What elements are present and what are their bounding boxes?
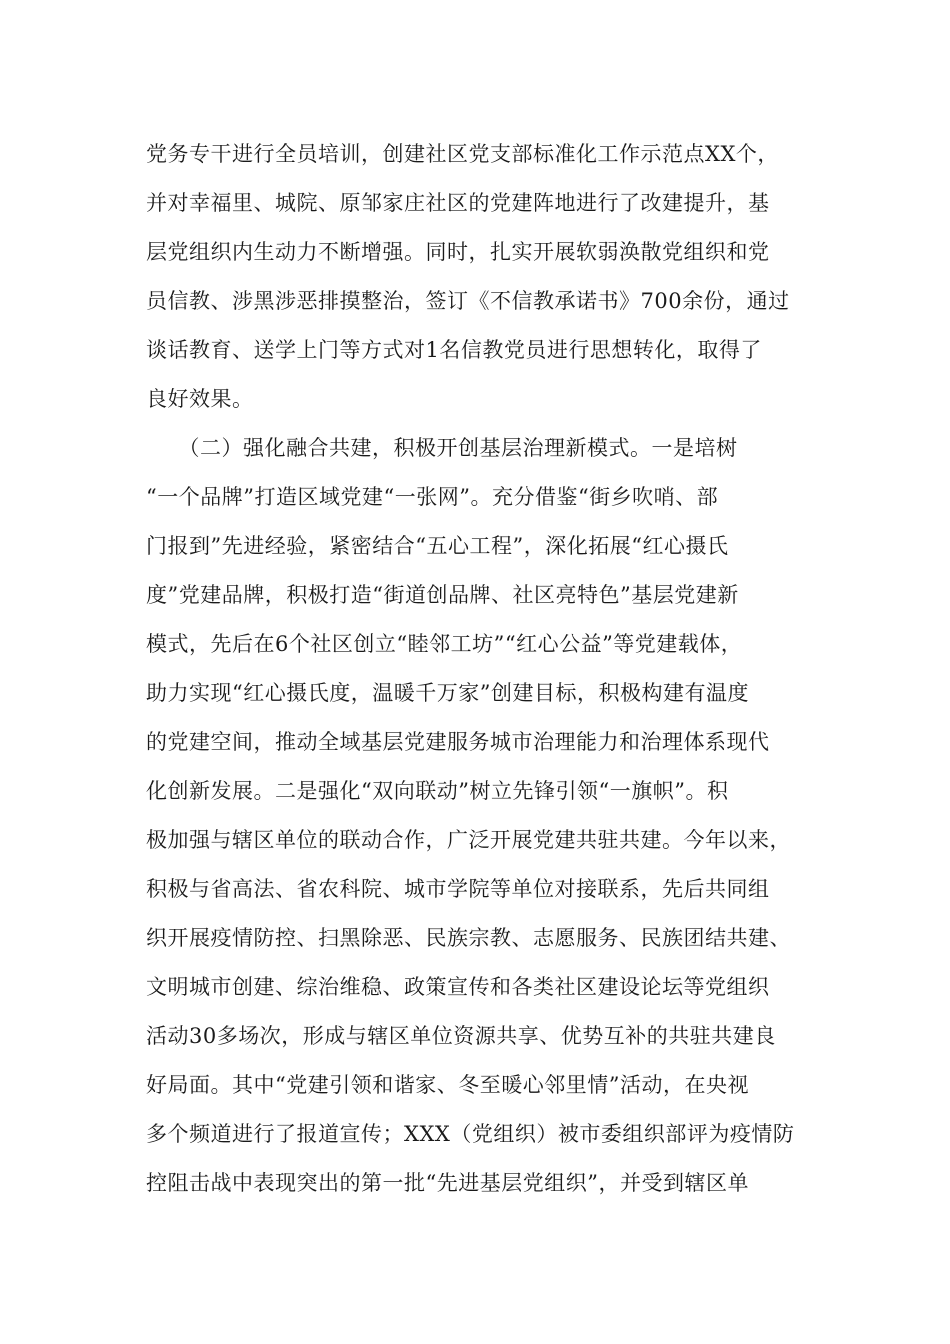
text-line: 多个频道进行了报道宣传；XXX（党组织）被市委组织部评为疫情防 <box>146 1122 795 1146</box>
text-line: 门报到”先进经验，紧密结合“五心工程”，深化拓展“红心摄氏 <box>146 534 729 558</box>
text-line: 好局面。其中“党建引领和谐家、冬至暖心邻里情”活动，在央视 <box>146 1073 749 1097</box>
text-line: 极加强与辖区单位的联动合作，广泛开展党建共驻共建。今年以来， <box>146 828 791 852</box>
text-line: 化创新发展。二是强化“双向联动”树立先锋引领“一旗帜”。积 <box>146 779 729 803</box>
text-line: 活动30多场次，形成与辖区单位资源共享、优势互补的共驻共建良 <box>146 1024 776 1048</box>
text-line: 良好效果。 <box>146 387 254 411</box>
text-line: 控阻击战中表现突出的第一批“先进基层党组织”，并受到辖区单 <box>146 1171 749 1195</box>
text-line: 党务专干进行全员培训，创建社区党支部标准化工作示范点XX个， <box>146 142 779 166</box>
text-line: 积极与省高法、省农科院、城市学院等单位对接联系，先后共同组 <box>146 877 770 901</box>
text-line: 谈话教育、送学上门等方式对1名信教党员进行思想转化，取得了 <box>146 338 762 362</box>
text-line: 并对幸福里、城院、原邹家庄社区的党建阵地进行了改建提升，基 <box>146 191 770 215</box>
text-line: 层党组织内生动力不断增强。同时，扎实开展软弱涣散党组织和党 <box>146 240 770 264</box>
text-line: 员信教、涉黑涉恶排摸整治，签订《不信教承诺书》700余份，通过 <box>146 289 790 313</box>
text-line: 的党建空间，推动全域基层党建服务城市治理能力和治理体系现代 <box>146 730 770 754</box>
text-line: “一个品牌”打造区域党建“一张网”。充分借鉴“街乡吹哨、部 <box>146 485 719 509</box>
text-line: 文明城市创建、综治维稳、政策宣传和各类社区建设论坛等党组织 <box>146 975 770 999</box>
text-line: （二）强化融合共建，积极开创基层治理新模式。一是培树 <box>146 436 738 460</box>
text-line: 模式，先后在6个社区创立“睦邻工坊”“红心公益”等党建载体， <box>146 632 743 656</box>
text-line: 织开展疫情防控、扫黑除恶、民族宗教、志愿服务、民族团结共建、 <box>146 926 791 950</box>
text-line: 助力实现“红心摄氏度，温暖千万家”创建目标，积极构建有温度 <box>146 681 749 705</box>
text-line: 度”党建品牌，积极打造“街道创品牌、社区亮特色”基层党建新 <box>146 583 739 607</box>
